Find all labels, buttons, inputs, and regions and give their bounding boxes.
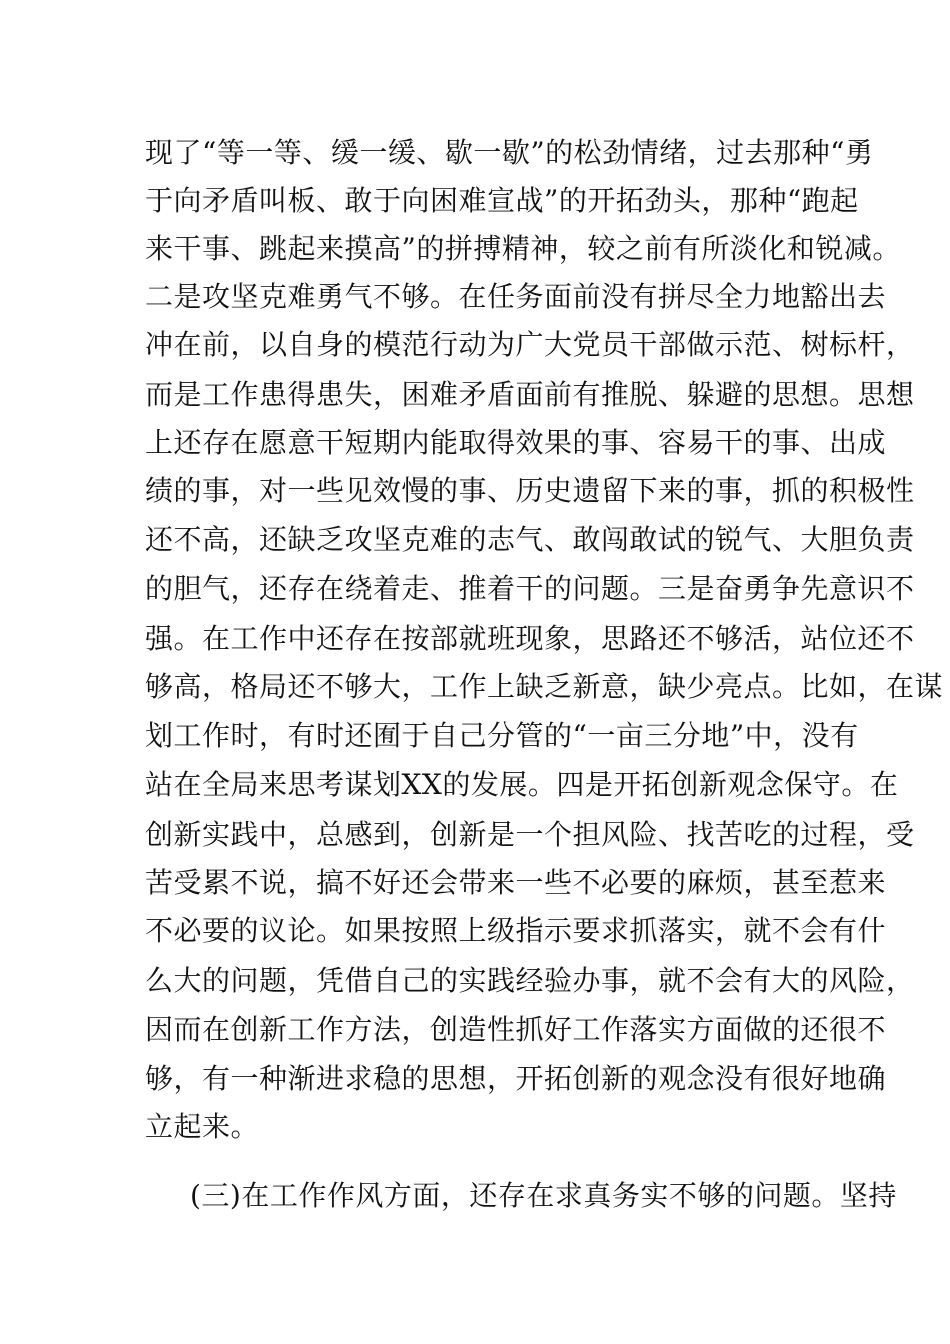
text-line: 苦受累不说，搞不好还会带来一些不必要的麻烦，甚至惹来 [145, 866, 887, 899]
text-line: 而是工作患得患失，困难矛盾面前有推脱、躲避的思想。思想 [145, 378, 915, 411]
text-line: 不必要的议论。如果按照上级指示要求抓落实，就不会有什 [145, 914, 887, 947]
text-line: 绩的事，对一些见效慢的事、历史遗留下来的事，抓的积极性 [145, 474, 915, 507]
text-line: 现了“等一等、缓一缓、歇一歇”的松劲情绪，过去那种“勇 [145, 136, 874, 169]
text-line: 立起来。 [145, 1110, 260, 1143]
text-line: 的胆气，还存在绕着走、推着干的问题。三是奋勇争先意识不 [145, 572, 915, 605]
text-line: 于向矛盾叫板、敢于向困难宣战”的开拓劲头，那种“跑起 [145, 184, 859, 217]
section-heading-line: (三)在工作作风方面，还存在求真务实不够的问题。坚持 [190, 1179, 897, 1212]
text-line: 么大的问题，凭借自己的实践经验办事，就不会有大的风险， [145, 964, 915, 997]
text-line: 划工作时，有时还囿于自己分管的“一亩三分地”中，没有 [145, 719, 859, 752]
text-line: 因而在创新工作方法，创造性抓好工作落实方面做的还很不 [145, 1013, 887, 1046]
text-line: 上还存在愿意干短期内能取得效果的事、容易干的事、出成 [145, 426, 887, 459]
text-line: 还不高，还缺乏攻坚克难的志气、敢闯敢试的锐气、大胆负责 [145, 523, 915, 556]
text-line: 够，有一种渐进求稳的思想，开拓创新的观念没有很好地确 [145, 1062, 887, 1095]
text-line: 二是攻坚克难勇气不够。在任务面前没有拼尽全力地豁出去 [145, 280, 887, 313]
text-line: 创新实践中，总感到，创新是一个担风险、找苦吃的过程，受 [145, 818, 915, 851]
text-line: 强。在工作中还存在按部就班现象，思路还不够活，站位还不 [145, 622, 915, 655]
text-line: 来干事、跳起来摸高”的拼搏精神，较之前有所淡化和锐减。 [145, 232, 901, 265]
text-line: 站在全局来思考谋划XX的发展。四是开拓创新观念保守。在 [145, 768, 899, 801]
text-line: 够高，格局还不够大，工作上缺乏新意，缺少亮点。比如，在谋 [145, 670, 944, 703]
text-line: 冲在前，以自身的模范行动为广大党员干部做示范、树标杆， [145, 328, 915, 361]
